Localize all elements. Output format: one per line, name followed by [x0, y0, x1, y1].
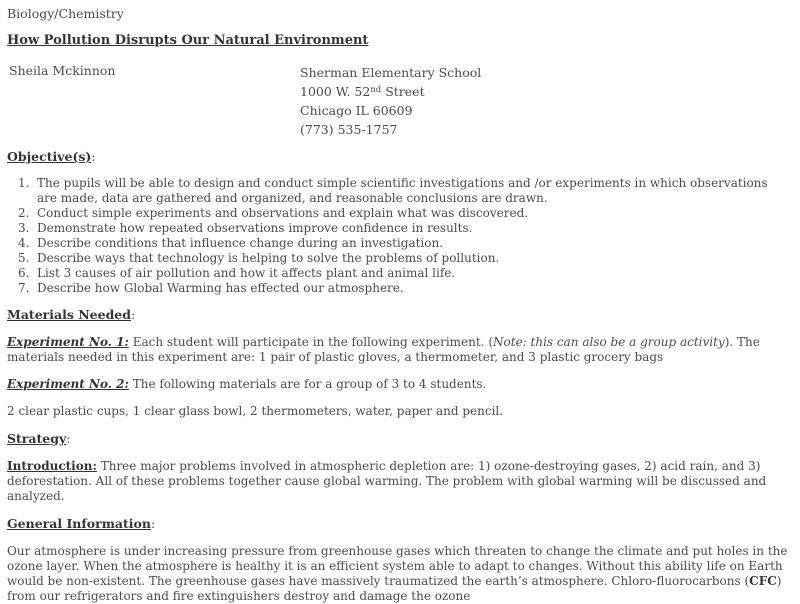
objective-item [18, 281, 788, 296]
author-name: Sheila Mckinnon [9, 63, 116, 78]
general-info-text-after: ) from our refrigerators and fire extinguishers destroy and damage the ozone [7, 574, 782, 603]
school-street [300, 82, 481, 101]
strategy-heading [7, 431, 70, 446]
general-information-heading-text: General Information [7, 516, 151, 531]
item-text: Describe ways that technology is helping to solve the problems of pollution. [37, 251, 500, 265]
colon: : [131, 307, 136, 322]
objective-item [18, 266, 788, 281]
item-number: 1. [18, 176, 30, 190]
experiment-1-text-after: ). The materials needed in this experiment are: 1 pair of plastic gloves, a thermometer, and 3 plastic grocery bags [7, 335, 760, 364]
materials-heading-text: Materials Needed [7, 307, 131, 322]
experiment-2-materials: 2 clear plastic cups, 1 clear glass bowl, 2 thermometers, water, paper and pencil. [7, 404, 504, 418]
materials-heading [7, 307, 135, 322]
colon: : [66, 431, 71, 446]
experiment-1-note: Note: this can also be a group activity [493, 335, 725, 349]
experiment-2-paragraph [7, 377, 793, 392]
general-info-text: Our atmosphere is under increasing pressure from greenhouse gases which threaten to change the climate and put holes in the ozone layer. When the atmosphere is healthy it is an efficient system able to adapt to changes. Without this ability life on Earth would be non-existent. The greenhouse gases have massively traumatized the earth’s atmosphere. Chloro-fluorocarbons ( [7, 544, 788, 588]
cfc-abbreviation: CFC [749, 574, 777, 588]
colon: : [91, 149, 96, 164]
general-information-paragraph [7, 544, 793, 604]
document-title: How Pollution Disrupts Our Natural Environment [7, 33, 369, 48]
street-name: Street [381, 84, 425, 99]
item-text: List 3 causes of air pollution and how it affects plant and animal life. [37, 266, 456, 280]
objectives-heading [7, 149, 96, 164]
objectives-list [18, 176, 788, 296]
experiment-1-paragraph [7, 335, 793, 365]
school-name: Sherman Elementary School [300, 65, 482, 80]
school-phone: (773) 535-1757 [300, 122, 398, 137]
item-text: Conduct simple experiments and observations and explain what was discovered. [37, 206, 529, 220]
item-text: The pupils will be able to design and conduct simple scientific investigations and /or experiments in which observations are made, data are gathered and organized, and reasonable conclusions are drawn. [37, 176, 768, 205]
experiment-2-text: The following materials are for a group of 3 to 4 students. [128, 377, 487, 391]
strategy-heading-text: Strategy [7, 431, 67, 446]
objective-item [18, 251, 788, 266]
school-address [300, 63, 481, 139]
experiment-2-label: Experiment No. 2: [7, 377, 129, 391]
subject-label: Biology/Chemistry [7, 6, 124, 21]
general-information-heading [7, 516, 155, 531]
item-number: 5. [18, 251, 30, 265]
street-number: 1000 W. 52 [300, 84, 371, 99]
item-number: 7. [18, 281, 30, 295]
objective-item [18, 236, 788, 251]
colon: : [150, 516, 156, 531]
objective-item [18, 206, 788, 221]
item-number: 2. [18, 206, 30, 220]
item-text: Demonstrate how repeated observations improve confidence in results. [37, 221, 473, 235]
item-number: 6. [18, 266, 30, 280]
objective-item [18, 221, 788, 236]
objective-item [18, 176, 788, 206]
school-city: Chicago IL 60609 [300, 103, 413, 118]
item-number: 3. [18, 221, 30, 235]
introduction-paragraph [7, 459, 793, 504]
item-text: Describe conditions that influence change during an investigation. [37, 236, 444, 250]
street-suffix: nd [370, 85, 382, 95]
item-number: 4. [18, 236, 30, 250]
item-text: Describe how Global Warming has effected our atmosphere. [37, 281, 404, 295]
introduction-label: Introduction: [7, 459, 97, 473]
introduction-text: Three major problems involved in atmospheric depletion are: 1) ozone-destroying gases, 2) acid rain, and 3) deforestation. All of these problems together cause global warming. The problem with global warming will be discussed and analyzed. [7, 459, 767, 503]
experiment-1-label: Experiment No. 1: [7, 335, 129, 349]
experiment-1-text: Each student will participate in the following experiment. ( [128, 335, 494, 349]
objectives-heading-text: Objective(s) [7, 149, 92, 164]
